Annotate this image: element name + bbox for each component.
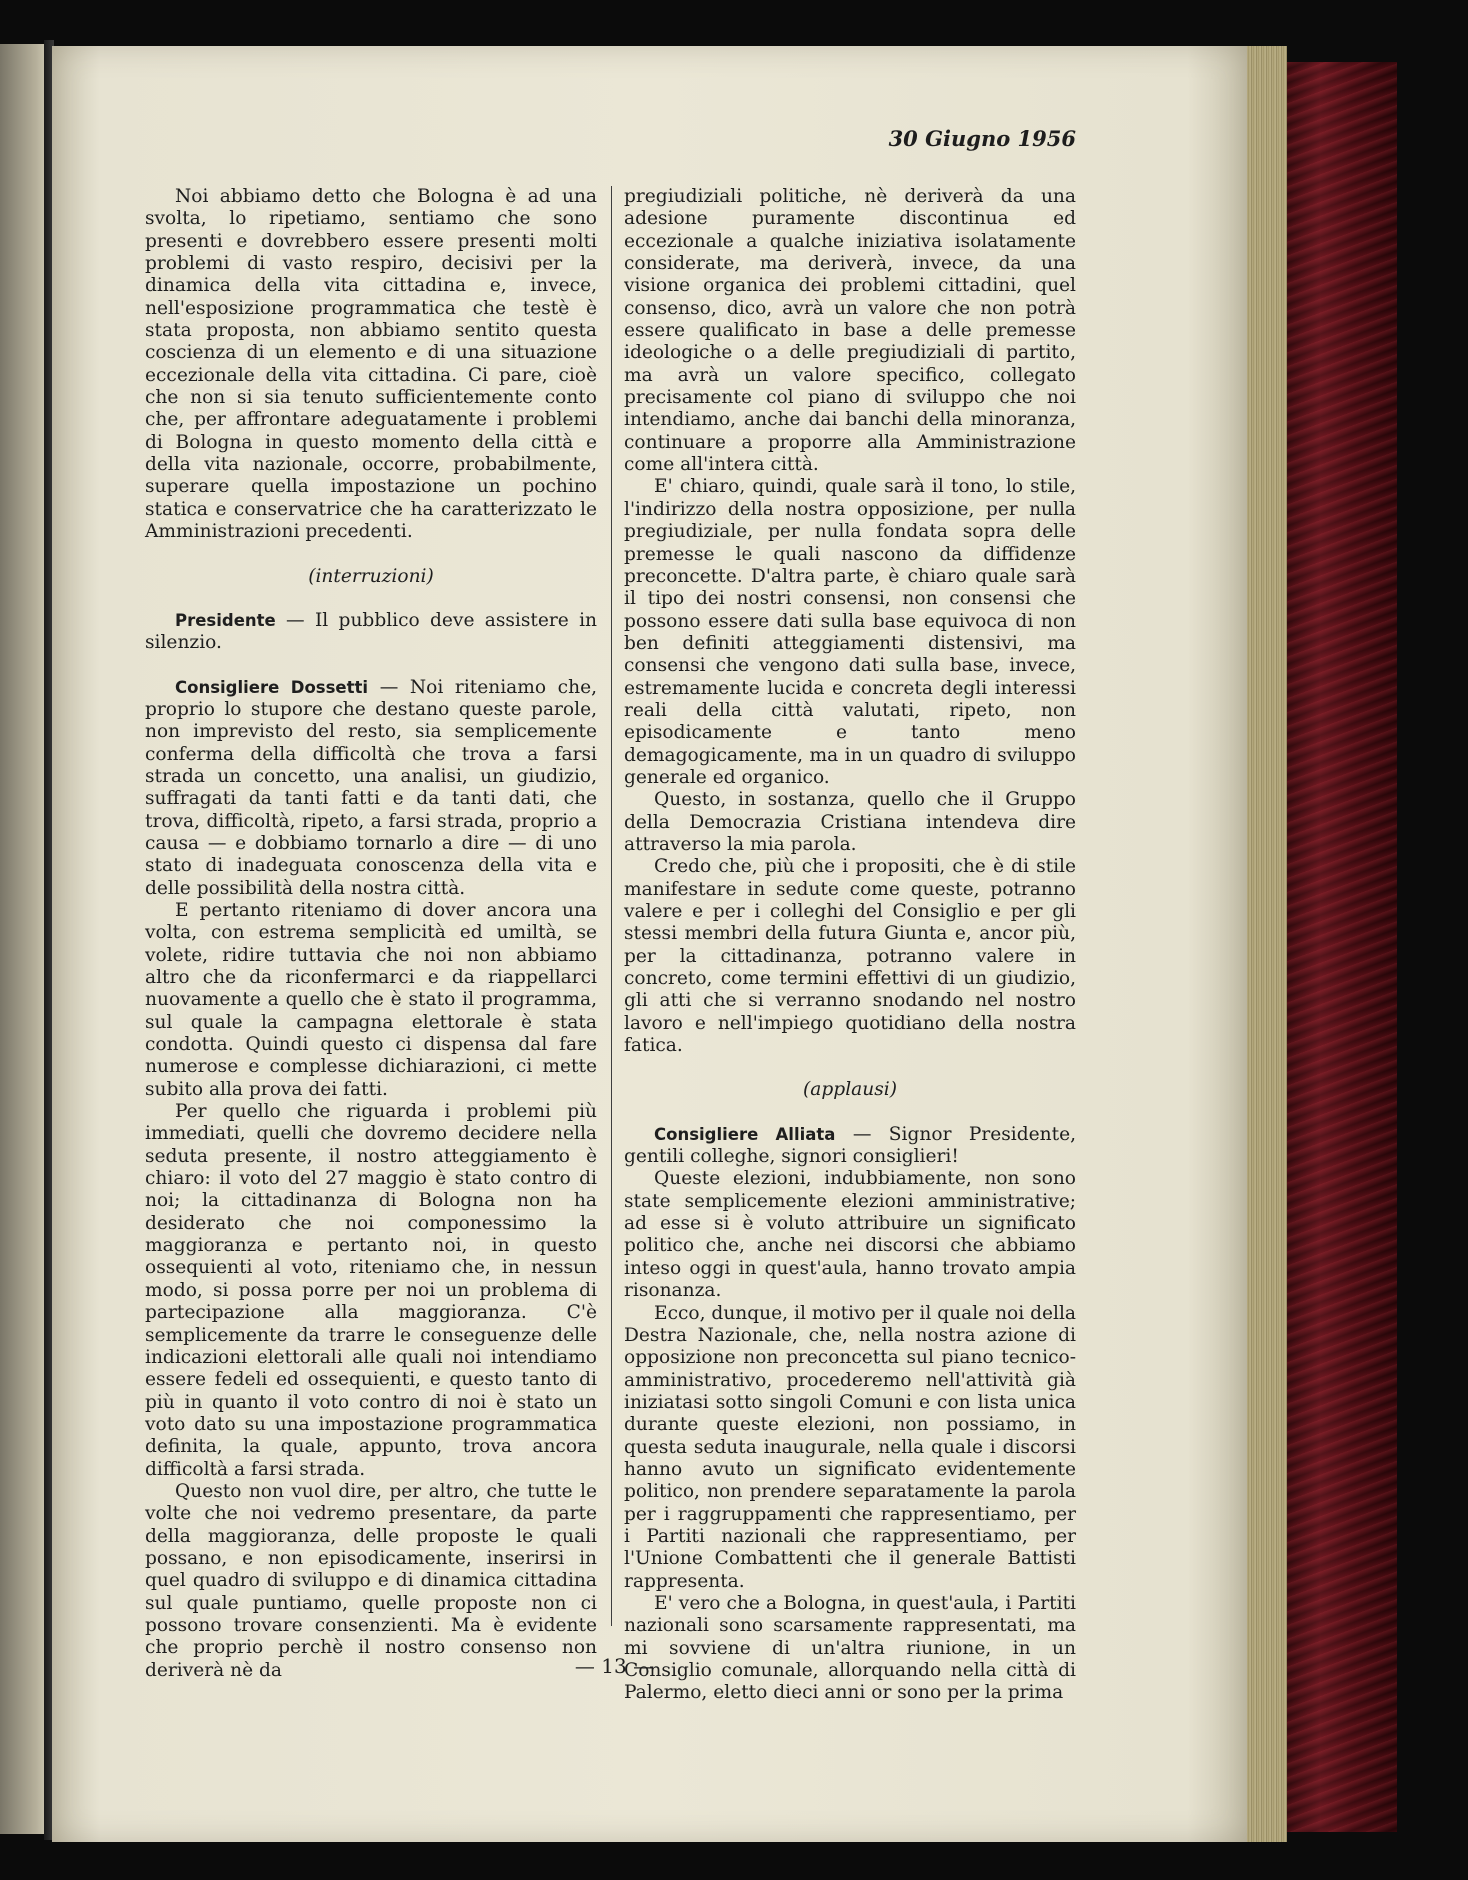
paragraph: Ecco, dunque, il motivo per il quale noi della Destra Nazionale, che, nella nostra azione di opposizione non preconcetta sul piano tecnico-amministrativo, procederemo nell'attività già iniziatasi sotto singoli Comuni e con lista unica durante queste elezioni, non possiamo, in questa seduta inaugurale, nella quale i discorsi hanno avuto un significato evidentemente politico, non prendere separatamente la parola per i raggruppamenti che rappresentiamo, per i Partiti nazionali che rappresentiamo, per l'Unione Combattenti che il generale Battisti rappresenta. (624, 1302, 1076, 1592)
speech-entry (145, 610, 597, 655)
speech-entry (145, 677, 597, 900)
paragraph: Credo che, più che i propositi, che è di stile manifestare in sedute come queste, potranno valere e per i colleghi del Consiglio e per gli stessi membri della futura Giunta e, ancor più, per la cittadinanza, potranno valere in concreto, come termini effettivi di un giudizio, gli atti che si verranno snodando nel nostro lavoro e nell'impiego quotidiano della nostra fatica. (624, 856, 1076, 1057)
paragraph: Per quello che riguarda i problemi più immediati, quelli che dovremo decidere nella seduta presente, il nostro atteggiamento è chiaro: il voto del 27 maggio è stato contro di noi; la cittadinanza di Bologna non ha desiderato che noi componessimo la maggioranza e pertanto noi, in questo ossequienti al voto, riteniamo che, in nessun modo, si possa porre per noi un problema di partecipazione alla maggioranza. C'è semplicemente da trarre le conseguenze delle indicazioni elettorali alle quali noi intendiamo essere fedeli ed ossequienti, e questo tanto di più in quanto il voto contro di noi è stato un voto dato su una impostazione programmatica definita, la quale, appunto, trova ancora difficoltà a farsi strada. (145, 1101, 597, 1480)
paragraph: Noi abbiamo detto che Bologna è ad una svolta, lo ripetiamo, sentiamo che sono presenti e dovrebbero essere presenti molti problemi di vasto respiro, decisivi per la dinamica della vita cittadina e, invece, nell'esposizione programmatica che testè è stata proposta, non abbiamo sentito questa coscienza di un elemento e di una situazione eccezionale della vita cittadina. Ci pare, cioè che non si sia tenuto sufficientemente conto che, per affrontare adeguatamente i problemi di Bologna in questo momento della città e della vita nazionale, occorre, probabilmente, superare quella impostazione un pochino statica e conservatrice che ha caratterizzato le Amministrazioni precedenti. (145, 186, 597, 543)
speech-text: — Noi riteniamo che, proprio lo stupore che destano queste parole, non imprevisto del resto, sia semplicemente conferma della difficoltà che trova a farsi strada un concetto, una analisi, un giudizio, suffragati da tanti fatti e da tanti dati, che trova, difficoltà, ripeto, a farsi strada, proprio a causa — e dobbiamo tornarlo a dire — di uno stato di inadeguata conoscenza della vita e delle possibilità della nostra città. (145, 676, 597, 899)
paragraph: E pertanto riteniamo di dover ancora una volta, con estrema semplicità ed umiltà, se volete, ridire tuttavia che noi non abbiamo altro che da riconfermarci e da riappellarci nuovamente a quello che è stato il programma, sul quale la campagna elettorale è stata condotta. Quindi questo ci dispensa dal fare numerose e complesse dichiarazioni, ci mette subito alla prova dei fatti. (145, 899, 597, 1100)
speaker-name: Consigliere Alliata (654, 1124, 836, 1144)
column-divider (611, 186, 612, 1626)
applause-note: (applausi) (803, 1079, 897, 1101)
cover-texture (1287, 62, 1397, 1832)
paragraph: Queste elezioni, indubbiamente, non sono state semplicemente elezioni amministrative; ad esse si è voluto attribuire un significato politico che, anche nei discorsi che abbiamo inteso oggi in quest'aula, hanno trovato ampia risonanza. (624, 1168, 1076, 1302)
speaker-name: Presidente (175, 610, 276, 630)
left-text-column (145, 186, 597, 1682)
interruption-note: (interruzioni) (308, 565, 434, 587)
speaker-name: Consigliere Dossetti (175, 677, 369, 697)
paragraph: Questo, in sostanza, quello che il Gruppo della Democrazia Cristiana intendeva dire attraverso la mia parola. (624, 789, 1076, 855)
right-text-column (624, 186, 1076, 1705)
paragraph: pregiudiziali politiche, nè deriverà da una adesione puramente discontinua ed eccezionale a qualche iniziativa isolatamente considerate, ma deriverà, invece, da una visione organica dei problemi cittadini, quel consenso, dico, avrà un valore che non potrà essere qualificato in base a delle premesse ideologiche o a delle pregiudiziali di partito, ma avrà un valore specifico, collegato precisamente col piano di sviluppo che noi intendiamo, anche dai banchi della minoranza, continuare a proporre alla Amministrazione come all'intera città. (624, 186, 1076, 476)
running-head-date: 30 Giugno 1956 (888, 126, 1076, 151)
paragraph: Questo non vuol dire, per altro, che tutte le volte che noi vedremo presentare, da parte della maggioranza, delle proposte le quali possano, e non episodicamente, inserirsi in quel quadro di sviluppo e di dinamica cittadina sul quale puntiamo, quelle proposte non ci possono trovare consenzienti. Ma è evidente che proprio perchè il nostro consenso non deriverà nè da (145, 1480, 597, 1681)
paragraph: E' chiaro, quindi, quale sarà il tono, lo stile, l'indirizzo della nostra opposizione, per nulla pregiudiziale, per nulla fondata sopra delle premesse le quali nascono da diffidenze preconcette. D'altra parte, è chiaro quale sarà il tipo dei nostri consensi, non consensi che possono essere dati sulla base equivoca di non ben definiti atteggiamenti distensivi, ma consensi che vengono dati sulla base, invece, estremamente lucida e concreta degli interessi reali della città valutati, ripeto, non episodicamente e tanto meno demagogicamente, ma in un quadro di sviluppo generale ed organico. (624, 476, 1076, 788)
book-cover (1287, 62, 1397, 1832)
speech-entry (624, 1124, 1076, 1169)
page-block-edges (1247, 46, 1287, 1842)
speech-text: — Signor Presidente, gentili colleghe, signori consiglieri! (624, 1123, 1076, 1168)
paragraph: E' vero che a Bologna, in quest'aula, i Partiti nazionali sono scarsamente rappresentati, ma mi sovviene di un'altra riunione, in un Consiglio comunale, allorquando nella città di Palermo, eletto dieci anni or sono per la prima (624, 1592, 1076, 1704)
page-number: — 13 — (574, 1654, 654, 1678)
speech-text: — Il pubblico deve assistere in silenzio. (145, 609, 597, 654)
